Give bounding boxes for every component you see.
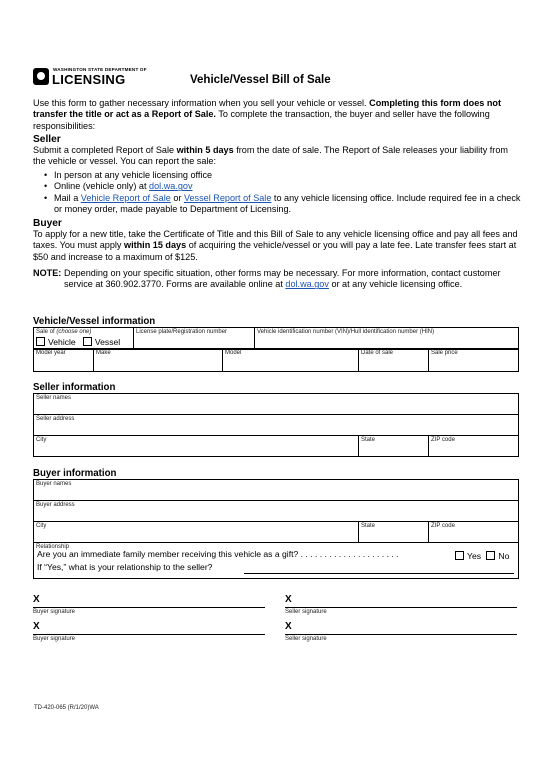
vehicle-info-table <box>33 327 519 350</box>
form-number: TD-420-065 (R/1/20)WA <box>34 705 99 711</box>
buyer-signature-label: Buyer signature <box>33 636 76 642</box>
intro-paragraph <box>33 98 523 132</box>
signature-x-mark: X <box>33 621 40 632</box>
buyer-info-heading: Buyer information <box>33 468 117 479</box>
make-label: Make <box>96 350 111 356</box>
vehicle-report-of-sale-link[interactable]: Vehicle Report of Sale <box>80 192 171 203</box>
zip-label: ZIP code <box>431 523 455 529</box>
relationship-input-line[interactable] <box>244 573 514 574</box>
seller-zip-field[interactable] <box>429 436 519 457</box>
vehicle-option-label: Vehicle <box>48 336 76 347</box>
signature-x-mark: X <box>285 594 292 605</box>
note-text: Depending on your specific situation, other forms may be necessary. For more information, contact customer service at 360.902.3770. Forms are available online at <box>64 268 501 290</box>
seller-address-field[interactable] <box>34 415 519 436</box>
buyer-zip-field[interactable] <box>429 522 519 543</box>
relationship-question: If “Yes,” what is your relationship to the seller? <box>37 562 213 572</box>
buyer-state-field[interactable] <box>359 522 429 543</box>
seller-signature-line-1[interactable] <box>285 607 517 608</box>
list-item <box>43 181 523 192</box>
seller-names-field[interactable] <box>34 394 519 415</box>
signature-x-mark: X <box>285 621 292 632</box>
form-title: Vehicle/Vessel Bill of Sale <box>190 74 331 86</box>
vessel-checkbox[interactable] <box>83 337 92 346</box>
buyer-signature-label: Buyer signature <box>33 609 76 615</box>
choose-one-hint: (choose one) <box>56 329 92 335</box>
yes-label: Yes <box>467 551 482 561</box>
seller-text: Submit a completed Report of Sale <box>33 145 175 155</box>
vin-label: Vehicle identification number (VIN)/Hull identification number (HIN) <box>257 329 435 335</box>
make-field[interactable] <box>94 349 223 372</box>
city-label: City <box>36 523 47 529</box>
bullet-text: Online (vehicle only) at <box>54 181 147 192</box>
vessel-report-of-sale-link[interactable]: Vessel Report of Sale <box>183 192 272 203</box>
vessel-option-label: Vessel <box>94 336 121 347</box>
seller-signature-line-2[interactable] <box>285 634 517 635</box>
buyer-text: To apply for a new title, take the Certificate of Title and this Bill of Sale to any vehicle licensing office and pay all fees and taxes. You must apply <box>33 229 518 251</box>
seller-signature-label: Seller signature <box>285 636 327 642</box>
buyer-address-field[interactable] <box>34 501 519 522</box>
vehicle-checkbox[interactable] <box>36 337 45 346</box>
dol-logo-icon <box>33 68 49 85</box>
buyer-text-2: of acquiring the vehicle/vessel or you will pay a late fee. Late transfer fees start at $50 and increase to a maximum of $125. <box>33 240 517 262</box>
seller-info-heading: Seller information <box>33 382 116 393</box>
state-label: State <box>361 437 376 443</box>
date-of-sale-field[interactable] <box>359 349 429 372</box>
dol-website-link[interactable]: dol.wa.gov <box>149 181 193 192</box>
note-paragraph <box>64 268 524 291</box>
plate-field[interactable] <box>134 328 255 350</box>
bullet-text: to any vehicle licensing office. Include required fee in a check or money order, made payable to Department of Licensing. <box>54 192 521 214</box>
model-field[interactable] <box>223 349 359 372</box>
seller-address-label: Seller address <box>36 416 75 422</box>
model-year-field[interactable] <box>34 349 94 372</box>
buyer-names-label: Buyer names <box>36 481 72 487</box>
plate-label: License plate/Registration number <box>136 329 228 335</box>
dol-logo <box>33 67 147 87</box>
sale-of-cell <box>34 328 134 350</box>
buyer-paragraph <box>33 229 523 263</box>
date-of-sale-label: Date of sale <box>361 350 394 356</box>
intro-text: Use this form to gather necessary information when you sell your vehicle or vessel. <box>33 98 367 108</box>
seller-deadline: within 5 days <box>176 145 234 155</box>
agency-name: LICENSING <box>52 72 126 87</box>
list-item <box>43 170 523 181</box>
list-item <box>43 193 523 216</box>
seller-text-2: from the date of sale. The Report of Sale releases your liability from the vehicle or vessel. You can report the sale: <box>33 145 508 167</box>
note-label: NOTE: <box>33 268 62 278</box>
seller-info-table <box>33 393 519 457</box>
seller-state-field[interactable] <box>359 436 429 457</box>
sale-of-label: Sale of <box>36 329 55 335</box>
buyer-names-field[interactable] <box>34 480 519 501</box>
vehicle-info-heading: Vehicle/Vessel information <box>33 316 156 327</box>
yes-checkbox[interactable] <box>455 551 464 560</box>
model-year-label: Model year <box>36 350 66 356</box>
vin-field[interactable] <box>255 328 519 350</box>
buyer-city-field[interactable] <box>34 522 359 543</box>
buyer-signature-line-2[interactable] <box>33 634 265 635</box>
bullet-text: Mail a <box>54 192 79 203</box>
bullet-text: or <box>173 192 182 203</box>
buyer-signature-line-1[interactable] <box>33 607 265 608</box>
bullet-text: In person at any vehicle licensing office <box>54 170 213 180</box>
seller-city-field[interactable] <box>34 436 359 457</box>
gift-question: Are you an immediate family member receiving this vehicle as a gift? . . . . . . . . . . . . . . . . . . . . . <box>37 549 399 559</box>
seller-signature-label: Seller signature <box>285 609 327 615</box>
model-label: Model <box>225 350 242 356</box>
intro-text-2: To complete the transaction, the buyer and seller have the following responsibilities: <box>33 109 490 131</box>
relationship-cell <box>34 543 519 579</box>
zip-label: ZIP code <box>431 437 455 443</box>
intro-bold-text: Completing this form does not transfer the title or act as a Report of Sale. <box>33 98 501 120</box>
seller-options-list <box>43 170 523 215</box>
sale-price-field[interactable] <box>429 349 519 372</box>
buyer-info-table <box>33 479 519 579</box>
seller-paragraph <box>33 145 523 168</box>
seller-names-label: Seller names <box>36 395 72 401</box>
vehicle-details-table <box>33 348 519 372</box>
buyer-heading: Buyer <box>33 218 62 229</box>
buyer-address-label: Buyer address <box>36 502 75 508</box>
dol-website-link[interactable]: dol.wa.gov <box>285 279 329 290</box>
gift-answer-options <box>455 551 509 561</box>
no-label: No <box>498 551 510 561</box>
state-label: State <box>361 523 376 529</box>
buyer-deadline: within 15 days <box>124 240 187 251</box>
agency-small-text: WASHINGTON STATE DEPARTMENT OF <box>53 67 147 72</box>
seller-heading: Seller <box>33 134 61 145</box>
city-label: City <box>36 437 47 443</box>
no-checkbox[interactable] <box>486 551 495 560</box>
signature-x-mark: X <box>33 594 40 605</box>
sale-price-label: Sale price <box>431 350 458 356</box>
relationship-label: Relationship <box>36 544 70 550</box>
note-text-2: or at any vehicle licensing office. <box>331 279 463 290</box>
